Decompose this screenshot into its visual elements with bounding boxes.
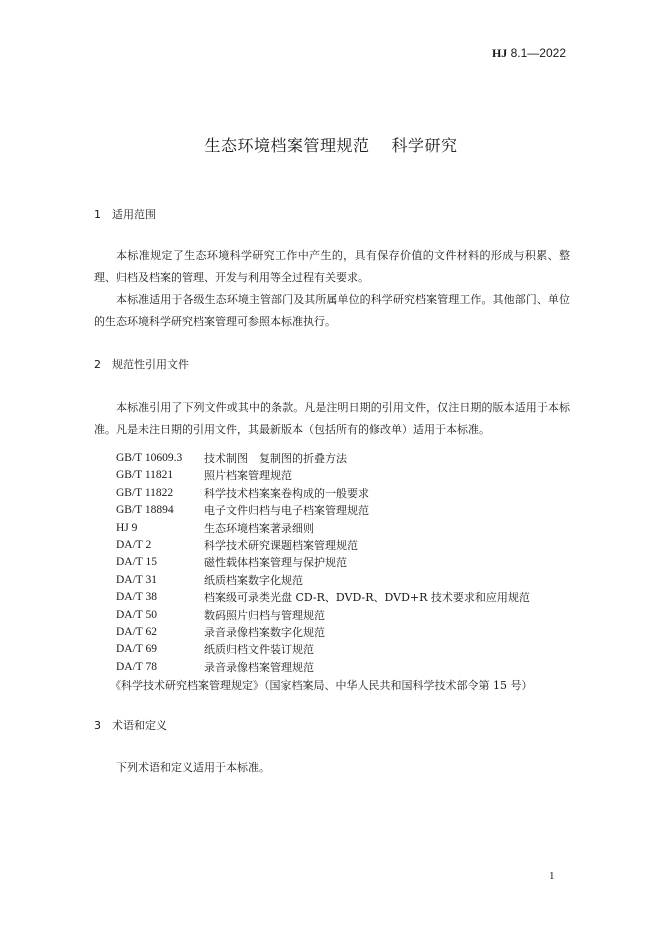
reference-code: DA/T 78 — [116, 660, 157, 673]
reference-item — [116, 607, 530, 624]
reference-code: GB/T 18894 — [116, 504, 174, 517]
reference-title: 磁性载体档案管理与保护规范 — [204, 556, 347, 570]
reference-code: DA/T 2 — [116, 538, 152, 551]
section-2-paragraph-1: 本标准引用了下列文件或其中的条款。凡是注明日期的引用文件，仅注日期的版本适用于本标准。凡是未注日期的引用文件，其最新版本（包括所有的修改单）适用于本标准。 — [94, 401, 570, 436]
reference-title: 照片档案管理规范 — [204, 469, 292, 483]
reference-item — [116, 572, 530, 589]
title-sub: 科学研究 — [391, 136, 458, 155]
reference-list — [116, 450, 530, 676]
reference-item — [116, 537, 530, 554]
section-1-heading — [94, 206, 156, 222]
reference-item — [116, 641, 530, 658]
reference-code: GB/T 11822 — [116, 486, 174, 499]
reference-title: 录音录像档案管理规范 — [204, 660, 314, 674]
reference-title: 录音录像档案数字化规范 — [204, 625, 325, 639]
reference-title: 纸质归档文件装订规范 — [204, 643, 314, 657]
reference-title: 科学技术档案案卷构成的一般要求 — [204, 486, 369, 500]
reference-title: 数码照片归档与管理规范 — [204, 608, 325, 622]
reference-item — [116, 624, 530, 641]
reference-item — [116, 554, 530, 571]
section-title: 适用范围 — [112, 208, 156, 221]
reference-code: GB/T 10609.3 — [116, 452, 183, 464]
reference-title: 纸质档案数字化规范 — [204, 573, 303, 587]
reference-item — [116, 502, 530, 519]
section-title: 术语和定义 — [112, 719, 167, 732]
section-3-paragraph-1: 下列术语和定义适用于本标准。 — [116, 761, 270, 774]
document-code — [492, 46, 566, 61]
reference-code: HJ 9 — [116, 521, 138, 534]
document-code-prefix: HJ — [491, 46, 508, 60]
section-title: 规范性引用文件 — [112, 358, 189, 371]
reference-regulation: 《科学技术研究档案管理规定》（国家档案局、中华人民共和国科学技术部令第 15 号） — [110, 679, 533, 692]
section-2-heading — [94, 356, 189, 372]
reference-code: DA/T 15 — [116, 556, 157, 569]
reference-code: GB/T 11821 — [116, 469, 174, 482]
document-code-number: 8.1—2022 — [507, 46, 566, 60]
reference-title: 技术制图 复制图的折叠方法 — [204, 452, 347, 465]
reference-item — [116, 485, 530, 502]
section-number: 1 — [94, 208, 101, 221]
reference-title: 档案级可录类光盘 CD-R、DVD-R、DVD+R 技术要求和应用规范 — [204, 591, 530, 605]
reference-item — [116, 659, 530, 676]
reference-item — [116, 467, 530, 484]
reference-title: 生态环境档案著录细则 — [204, 521, 314, 535]
reference-code: DA/T 38 — [116, 591, 157, 604]
reference-code: DA/T 62 — [116, 625, 157, 638]
section-3-heading — [94, 717, 167, 733]
reference-code: DA/T 31 — [116, 573, 157, 586]
section-1-paragraph-2: 本标准适用于各级生态环境主管部门及其所属单位的科学研究档案管理工作。其他部门、单位的生态环境科学研究档案管理可参照本标准执行。 — [94, 293, 570, 328]
reference-item — [116, 589, 530, 606]
reference-item — [116, 520, 530, 537]
reference-code: DA/T 69 — [116, 643, 157, 656]
reference-item — [116, 450, 530, 467]
section-number: 2 — [94, 358, 101, 371]
section-number: 3 — [94, 719, 101, 732]
title-main: 生态环境档案管理规范 — [204, 136, 370, 155]
reference-title: 科学技术研究课题档案管理规范 — [204, 538, 358, 552]
reference-code: DA/T 50 — [116, 608, 157, 621]
section-1-paragraph-1: 本标准规定了生态环境科学研究工作中产生的，具有保存价值的文件材料的形成与积累、整理、归档及档案的管理、开发与利用等全过程有关要求。 — [94, 249, 570, 284]
page-number: 1 — [549, 870, 555, 882]
document-title — [0, 133, 662, 156]
reference-title: 电子文件归档与电子档案管理规范 — [204, 504, 369, 518]
